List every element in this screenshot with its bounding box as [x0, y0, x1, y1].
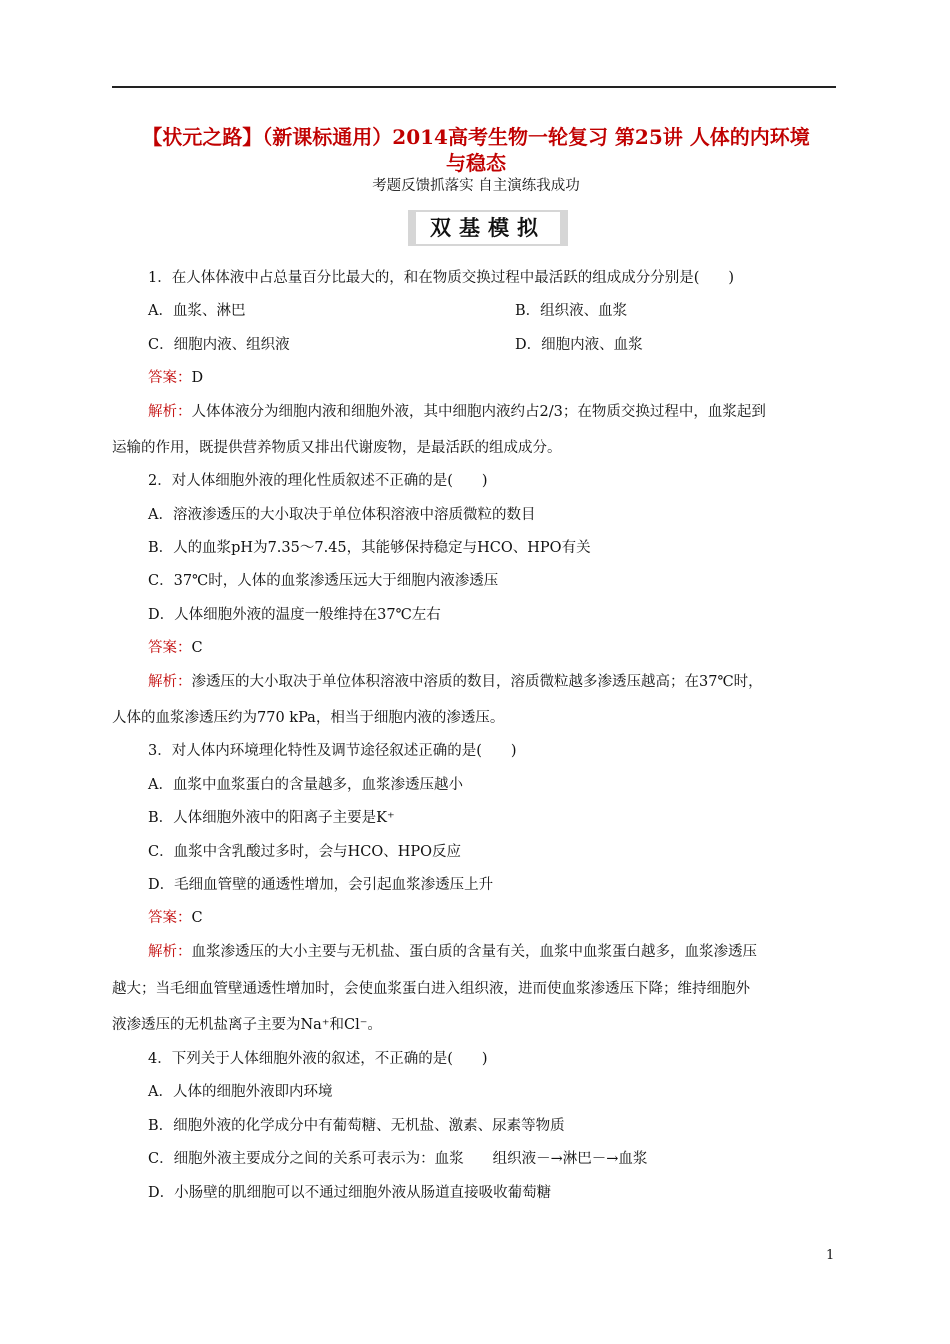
question-4-option-c: C．细胞外液主要成分之间的关系可表示为：血浆 组织液－→淋巴－→血浆 — [148, 1151, 648, 1167]
header-rule — [112, 86, 836, 88]
question-3-explanation-line-3: 液渗透压的无机盐离子主要为Na⁺和Cl⁻。 — [112, 1017, 382, 1033]
section-banner-label: 双基模拟 — [416, 212, 560, 244]
title-line-2: 与稳态 — [446, 151, 506, 175]
answer-value: C — [191, 910, 203, 926]
question-1-option-c: C．细胞内液、组织液 — [148, 337, 290, 353]
question-1-stem: 1．在人体体液中占总量百分比最大的，和在物质交换过程中最活跃的组成成分分别是( ) — [148, 270, 735, 286]
explanation-label: 解析： — [148, 944, 192, 960]
question-3-answer — [148, 908, 203, 928]
explanation-label: 解析： — [148, 404, 192, 420]
answer-value: C — [191, 640, 203, 656]
question-2-explanation-line-1 — [148, 672, 763, 692]
question-2-option-a: A．溶液渗透压的大小取决于单位体积溶液中溶质微粒的数目 — [148, 507, 536, 523]
question-1-option-d: D．细胞内液、血浆 — [515, 337, 643, 353]
answer-label: 答案： — [148, 640, 192, 656]
page-number: 1 — [826, 1248, 835, 1263]
question-4-option-b: B．细胞外液的化学成分中有葡萄糖、无机盐、激素、尿素等物质 — [148, 1118, 565, 1134]
question-4-option-a: A．人体的细胞外液即内环境 — [148, 1084, 333, 1100]
explanation-text: 血浆渗透压的大小主要与无机盐、蛋白质的含量有关，血浆中血浆蛋白越多，血浆渗透压 — [191, 944, 757, 960]
question-3-option-a: A．血浆中血浆蛋白的含量越多，血浆渗透压越小 — [148, 777, 463, 793]
question-1-explanation-line-2: 运输的作用，既提供营养物质又排出代谢废物，是最活跃的组成成分。 — [112, 440, 562, 456]
explanation-text: 渗透压的大小取决于单位体积溶液中溶质的数目，溶质微粒越多渗透压越高；在37℃时， — [191, 674, 763, 690]
question-1-option-b: B．组织液、血浆 — [515, 303, 628, 319]
document-title — [112, 124, 840, 176]
answer-value: D — [191, 370, 204, 386]
explanation-label: 解析： — [148, 674, 192, 690]
answer-label: 答案： — [148, 910, 192, 926]
question-3-explanation-line-1 — [148, 942, 757, 962]
question-3-option-c: C．血浆中含乳酸过多时，会与HCO、HPO反应 — [148, 844, 462, 860]
question-1-option-a: A．血浆、淋巴 — [148, 303, 246, 319]
section-banner — [408, 210, 568, 246]
document-subtitle: 考题反馈抓落实 自主演练我成功 — [372, 178, 580, 194]
question-2-explanation-line-2: 人体的血浆渗透压约为770 kPa，相当于细胞内液的渗透压。 — [112, 710, 505, 726]
question-2-option-b: B．人的血浆pH为7.35～7.45，其能够保持稳定与HCO、HPO有关 — [148, 540, 591, 556]
question-2-stem: 2．对人体细胞外液的理化性质叙述不正确的是( ) — [148, 473, 488, 489]
question-4-option-d: D．小肠壁的肌细胞可以不通过细胞外液从肠道直接吸收葡萄糖 — [148, 1185, 552, 1201]
question-1-answer — [148, 368, 203, 388]
question-3-option-b: B．人体细胞外液中的阳离子主要是K⁺ — [148, 810, 395, 826]
question-3-option-d: D．毛细血管壁的通透性增加，会引起血浆渗透压上升 — [148, 877, 494, 893]
question-2-answer — [148, 638, 203, 658]
title-line-1: 【状元之路】（新课标通用）2014高考生物一轮复习 第25讲 人体的内环境 — [142, 125, 810, 149]
question-4-stem: 4．下列关于人体细胞外液的叙述，不正确的是( ) — [148, 1051, 488, 1067]
question-3-stem: 3．对人体内环境理化特性及调节途径叙述正确的是( ) — [148, 743, 517, 759]
question-1-explanation-line-1 — [148, 402, 766, 422]
explanation-text: 人体体液分为细胞内液和细胞外液，其中细胞内液约占2/3；在物质交换过程中，血浆起到 — [191, 404, 766, 420]
question-3-explanation-line-2: 越大；当毛细血管壁通透性增加时，会使血浆蛋白进入组织液，进而使血浆渗透压下降；维持细胞外 — [112, 981, 750, 997]
answer-label: 答案： — [148, 370, 192, 386]
question-2-option-d: D．人体细胞外液的温度一般维持在37℃左右 — [148, 607, 441, 623]
question-2-option-c: C．37℃时，人体的血浆渗透压远大于细胞内液渗透压 — [148, 573, 499, 589]
